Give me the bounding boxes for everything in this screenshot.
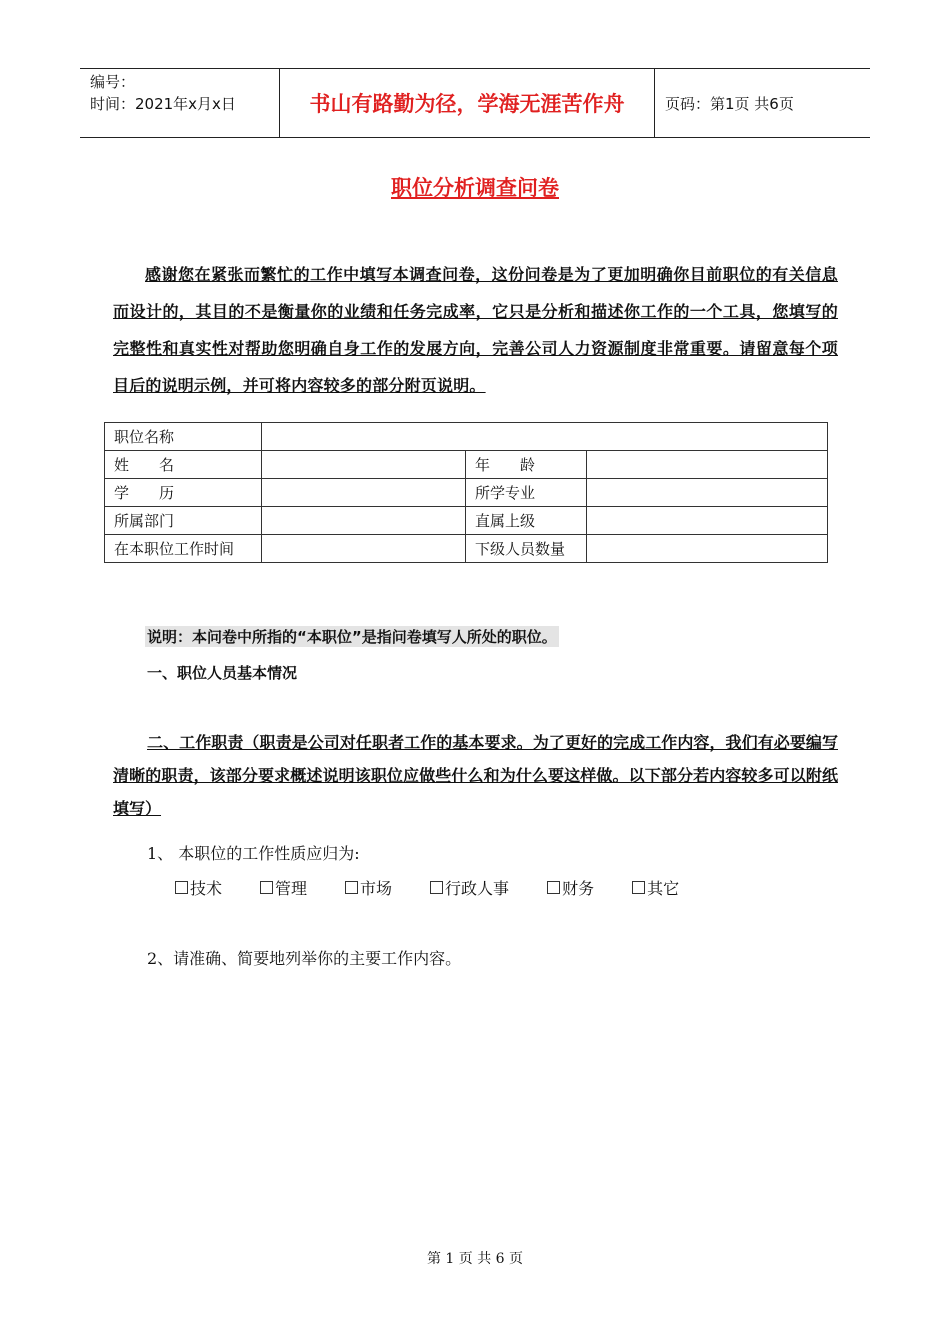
checkbox-icon[interactable]	[632, 881, 645, 894]
checkbox-icon[interactable]	[547, 881, 560, 894]
question1: 1、 本职位的工作性质应归为:	[147, 844, 360, 863]
checkbox-icon[interactable]	[175, 881, 188, 894]
option-market[interactable]: 市场	[345, 876, 392, 899]
age-label: 年 龄	[466, 451, 587, 479]
name-field[interactable]	[262, 451, 466, 479]
document-header	[80, 68, 870, 138]
position-name-field[interactable]	[262, 423, 828, 451]
table-row	[105, 451, 828, 479]
option-finance[interactable]: 财务	[547, 876, 594, 899]
number-label: 编号：	[90, 73, 136, 91]
question2: 2、请准确、简要地列举你的主要工作内容。	[147, 949, 462, 968]
table-row	[105, 479, 828, 507]
table-row	[105, 423, 828, 451]
basic-info-table	[104, 422, 828, 563]
department-label: 所属部门	[105, 507, 262, 535]
department-field[interactable]	[262, 507, 466, 535]
page-footer: 第 1 页 共 6 页	[426, 1251, 524, 1267]
supervisor-label: 直属上级	[466, 507, 587, 535]
table-row	[105, 535, 828, 563]
work-nature-options	[175, 876, 717, 899]
header-page-info: 页码：第1页 共6页	[665, 94, 794, 113]
checkbox-icon[interactable]	[345, 881, 358, 894]
header-meta	[80, 69, 280, 137]
education-field[interactable]	[262, 479, 466, 507]
checkbox-icon[interactable]	[260, 881, 273, 894]
supervisor-field[interactable]	[587, 507, 828, 535]
position-name-label: 职位名称	[105, 423, 262, 451]
option-tech[interactable]: 技术	[175, 876, 222, 899]
intro-paragraph: 感谢您在紧张而繁忙的工作中填写本调查问卷，这份问卷是为了更加明确你目前职位的有关信息而设计的，其目的不是衡量你的业绩和任务完成率，它只是分析和描述你工作的一个工具，您填写的完整性和真实性对帮助您明确自身工作的发展方向，完善公司人力资源制度非常重要。请留意每个项目后的说明示例，并可将内容较多的部分附页说明。	[113, 265, 838, 395]
time-label: 时间：2021年x月x日	[90, 95, 236, 113]
option-admin-hr[interactable]: 行政人事	[430, 876, 509, 899]
note-text: 说明：本问卷中所指的“本职位”是指问卷填写人所处的职位。	[147, 628, 557, 646]
name-label: 姓 名	[105, 451, 262, 479]
subordinates-label: 下级人员数量	[466, 535, 587, 563]
option-management[interactable]: 管理	[260, 876, 307, 899]
education-label: 学 历	[105, 479, 262, 507]
section2-heading: 二、工作职责（职责是公司对任职者工作的基本要求。为了更好的完成工作内容，我们有必要编写清晰的职责，该部分要求概述说明该职位应做些什么和为什么要这样做。以下部分若内容较多可以附纸填写）	[113, 733, 838, 818]
checkbox-icon[interactable]	[430, 881, 443, 894]
major-field[interactable]	[587, 479, 828, 507]
tenure-field[interactable]	[262, 535, 466, 563]
tenure-label: 在本职位工作时间	[105, 535, 262, 563]
major-label: 所学专业	[466, 479, 587, 507]
section1-heading: 一、职位人员基本情况	[147, 664, 298, 682]
page-title: 职位分析调查问卷	[391, 176, 559, 200]
subordinates-field[interactable]	[587, 535, 828, 563]
table-row	[105, 507, 828, 535]
option-other[interactable]: 其它	[632, 876, 679, 899]
header-motto: 书山有路勤为径，学海无涯苦作舟	[280, 69, 655, 137]
age-field[interactable]	[587, 451, 828, 479]
